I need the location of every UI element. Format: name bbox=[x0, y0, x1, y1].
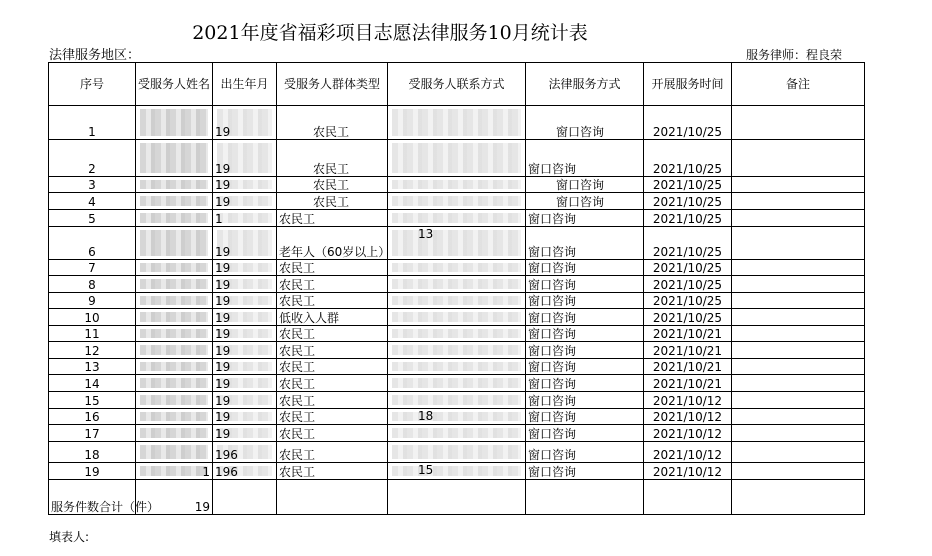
name-cell[interactable] bbox=[136, 177, 213, 193]
group-type-cell[interactable]: 农民工 bbox=[277, 276, 388, 293]
birth-cell[interactable] bbox=[213, 106, 277, 140]
note-cell[interactable] bbox=[732, 227, 865, 260]
name-cell[interactable] bbox=[136, 140, 213, 177]
birth-partial-text: 19 bbox=[215, 245, 231, 259]
group-type-cell[interactable]: 农民工 bbox=[277, 177, 388, 193]
redacted-blur bbox=[140, 143, 208, 173]
name-cell[interactable] bbox=[136, 276, 213, 293]
table-row bbox=[49, 326, 865, 342]
note-cell[interactable] bbox=[732, 193, 865, 210]
redacted-blur bbox=[140, 263, 208, 272]
note-cell[interactable] bbox=[732, 442, 865, 463]
total-value-cell[interactable]: 19 bbox=[136, 480, 213, 515]
redacted-blur bbox=[140, 230, 208, 256]
note-cell[interactable] bbox=[732, 425, 865, 442]
contact-cell[interactable] bbox=[388, 309, 526, 326]
redacted-blur bbox=[140, 395, 208, 405]
group-type-cell[interactable]: 低收入人群 bbox=[277, 309, 388, 326]
contact-partial-text: 13 bbox=[418, 227, 434, 241]
birth-partial-text: 19 bbox=[215, 360, 231, 374]
contact-partial-text: 15 bbox=[418, 463, 434, 477]
redacted-blur bbox=[392, 466, 521, 476]
name-cell[interactable] bbox=[136, 359, 213, 375]
service-method-cell[interactable]: 窗口咨询 bbox=[526, 210, 644, 227]
table-row bbox=[49, 342, 865, 359]
filler-label: 填表人: bbox=[49, 530, 90, 544]
row-index-cell[interactable]: 2 bbox=[49, 140, 136, 177]
service-date-cell[interactable]: 2021/10/25 bbox=[644, 210, 732, 227]
service-date-cell[interactable]: 2021/10/21 bbox=[644, 342, 732, 359]
contact-cell[interactable] bbox=[388, 375, 526, 392]
table-row bbox=[49, 177, 865, 193]
table-row bbox=[49, 375, 865, 392]
row-index-cell[interactable]: 10 bbox=[49, 309, 136, 326]
group-type-cell[interactable]: 农民工 bbox=[277, 210, 388, 227]
name-cell[interactable] bbox=[136, 326, 213, 342]
birth-cell[interactable] bbox=[213, 293, 277, 309]
table-row bbox=[49, 210, 865, 227]
header-date[interactable]: 开展服务时间 bbox=[644, 63, 732, 106]
redacted-blur bbox=[392, 109, 521, 136]
birth-partial-text: 19 bbox=[215, 195, 231, 209]
note-cell[interactable] bbox=[732, 276, 865, 293]
row-index-cell[interactable]: 19 bbox=[49, 463, 136, 480]
row-index-cell[interactable]: 5 bbox=[49, 210, 136, 227]
contact-cell[interactable] bbox=[388, 177, 526, 193]
service-method-cell[interactable]: 窗口咨询 bbox=[526, 309, 644, 326]
name-cell[interactable] bbox=[136, 425, 213, 442]
group-type-cell[interactable]: 农民工 bbox=[277, 359, 388, 375]
contact-cell[interactable] bbox=[388, 210, 526, 227]
contact-cell[interactable] bbox=[388, 106, 526, 140]
redacted-blur bbox=[392, 296, 521, 305]
header-type[interactable]: 受服务人群体类型 bbox=[277, 63, 388, 106]
name-cell[interactable] bbox=[136, 210, 213, 227]
service-date-cell[interactable]: 2021/10/25 bbox=[644, 276, 732, 293]
row-index-cell[interactable]: 15 bbox=[49, 392, 136, 409]
name-cell[interactable] bbox=[136, 463, 213, 480]
redacted-blur bbox=[392, 362, 521, 371]
redacted-blur bbox=[392, 263, 521, 272]
redacted-blur bbox=[392, 312, 521, 322]
service-method-cell[interactable]: 窗口咨询 bbox=[526, 227, 644, 260]
row-index-cell[interactable]: 1 bbox=[49, 106, 136, 140]
service-date-cell[interactable]: 2021/10/25 bbox=[644, 177, 732, 193]
table-row bbox=[49, 359, 865, 375]
row-index-cell[interactable]: 3 bbox=[49, 177, 136, 193]
birth-cell[interactable] bbox=[213, 227, 277, 260]
name-cell[interactable] bbox=[136, 309, 213, 326]
group-type-cell[interactable]: 老年人（60岁以上） bbox=[277, 227, 388, 260]
birth-partial-text: 196 bbox=[215, 465, 238, 479]
group-type-cell[interactable]: 农民工 bbox=[277, 106, 388, 140]
note-cell[interactable] bbox=[732, 106, 865, 140]
table-row bbox=[49, 276, 865, 293]
group-type-cell[interactable]: 农民工 bbox=[277, 375, 388, 392]
name-cell[interactable] bbox=[136, 293, 213, 309]
service-method-cell[interactable]: 窗口咨询 bbox=[526, 392, 644, 409]
name-cell[interactable] bbox=[136, 392, 213, 409]
total-empty-cell[interactable] bbox=[388, 480, 526, 515]
redacted-blur bbox=[140, 296, 208, 305]
redacted-blur bbox=[392, 279, 521, 289]
contact-cell[interactable] bbox=[388, 227, 526, 260]
row-index-cell[interactable]: 17 bbox=[49, 425, 136, 442]
service-method-cell[interactable]: 窗口咨询 bbox=[526, 140, 644, 177]
table-row bbox=[49, 106, 865, 140]
name-cell[interactable] bbox=[136, 227, 213, 260]
note-cell[interactable] bbox=[732, 359, 865, 375]
header-idx[interactable]: 序号 bbox=[49, 63, 136, 106]
contact-cell[interactable] bbox=[388, 359, 526, 375]
birth-cell[interactable] bbox=[213, 392, 277, 409]
service-method-cell[interactable]: 窗口咨询 bbox=[526, 276, 644, 293]
row-index-cell[interactable]: 14 bbox=[49, 375, 136, 392]
service-date-cell[interactable]: 2021/10/21 bbox=[644, 375, 732, 392]
service-date-cell[interactable]: 2021/10/25 bbox=[644, 260, 732, 276]
note-cell[interactable] bbox=[732, 309, 865, 326]
birth-cell[interactable] bbox=[213, 177, 277, 193]
header-note[interactable]: 备注 bbox=[732, 63, 865, 106]
note-cell[interactable] bbox=[732, 342, 865, 359]
birth-cell[interactable] bbox=[213, 409, 277, 425]
contact-cell[interactable] bbox=[388, 276, 526, 293]
service-date-cell[interactable]: 2021/10/12 bbox=[644, 442, 732, 463]
table-row bbox=[49, 463, 865, 480]
contact-cell[interactable] bbox=[388, 425, 526, 442]
redacted-blur bbox=[140, 196, 208, 206]
service-method-cell[interactable]: 窗口咨询 bbox=[526, 375, 644, 392]
service-date-cell[interactable]: 2021/10/25 bbox=[644, 193, 732, 210]
name-cell[interactable] bbox=[136, 193, 213, 210]
birth-partial-text: 19 bbox=[215, 344, 231, 358]
group-type-cell[interactable]: 农民工 bbox=[277, 260, 388, 276]
service-method-cell[interactable]: 窗口咨询 bbox=[526, 177, 644, 193]
birth-partial-text: 19 bbox=[215, 427, 231, 441]
contact-cell[interactable] bbox=[388, 409, 526, 425]
redacted-blur bbox=[217, 213, 272, 223]
contact-cell[interactable] bbox=[388, 193, 526, 210]
group-type-cell[interactable]: 农民工 bbox=[277, 193, 388, 210]
birth-cell[interactable] bbox=[213, 309, 277, 326]
service-date-cell[interactable]: 2021/10/12 bbox=[644, 409, 732, 425]
row-index-cell[interactable]: 12 bbox=[49, 342, 136, 359]
name-cell[interactable] bbox=[136, 442, 213, 463]
total-empty-cell[interactable] bbox=[213, 480, 277, 515]
birth-cell[interactable] bbox=[213, 193, 277, 210]
table-row bbox=[49, 425, 865, 442]
row-index-cell[interactable]: 13 bbox=[49, 359, 136, 375]
service-method-cell[interactable]: 窗口咨询 bbox=[526, 425, 644, 442]
service-date-cell[interactable]: 2021/10/12 bbox=[644, 425, 732, 442]
service-date-cell[interactable]: 2021/10/25 bbox=[644, 309, 732, 326]
row-index-cell[interactable]: 16 bbox=[49, 409, 136, 425]
contact-cell[interactable] bbox=[388, 326, 526, 342]
row-index-cell[interactable]: 8 bbox=[49, 276, 136, 293]
group-type-cell[interactable]: 农民工 bbox=[277, 342, 388, 359]
redacted-blur bbox=[140, 466, 208, 476]
name-cell[interactable] bbox=[136, 260, 213, 276]
contact-cell[interactable] bbox=[388, 463, 526, 480]
redacted-blur bbox=[140, 312, 208, 322]
total-empty-cell[interactable] bbox=[644, 480, 732, 515]
group-type-cell[interactable]: 农民工 bbox=[277, 409, 388, 425]
redacted-blur bbox=[392, 428, 521, 438]
table-row bbox=[49, 392, 865, 409]
row-index-cell[interactable]: 9 bbox=[49, 293, 136, 309]
redacted-blur bbox=[140, 412, 208, 421]
table-row bbox=[49, 193, 865, 210]
redacted-blur bbox=[392, 196, 521, 206]
group-type-cell[interactable]: 农民工 bbox=[277, 425, 388, 442]
name-cell[interactable] bbox=[136, 375, 213, 392]
table-row bbox=[49, 260, 865, 276]
redacted-blur bbox=[392, 143, 521, 173]
header-name[interactable]: 受服务人姓名 bbox=[136, 63, 213, 106]
contact-partial-text: 18 bbox=[418, 409, 434, 423]
birth-partial-text: 196 bbox=[215, 448, 238, 462]
name-partial-text: 1 bbox=[202, 465, 210, 479]
service-date-cell[interactable]: 2021/10/25 bbox=[644, 140, 732, 177]
birth-cell[interactable] bbox=[213, 140, 277, 177]
group-type-cell[interactable]: 农民工 bbox=[277, 326, 388, 342]
table-body bbox=[49, 106, 865, 480]
note-cell[interactable] bbox=[732, 293, 865, 309]
birth-cell[interactable] bbox=[213, 442, 277, 463]
service-method-cell[interactable]: 窗口咨询 bbox=[526, 293, 644, 309]
redacted-blur bbox=[392, 445, 521, 459]
redacted-blur bbox=[392, 412, 521, 421]
birth-partial-text: 19 bbox=[215, 327, 231, 341]
service-date-cell[interactable]: 2021/10/21 bbox=[644, 326, 732, 342]
sheet-title: 2021年度省福彩项目志愿法律服务10月统计表 bbox=[192, 22, 588, 44]
group-type-cell[interactable]: 农民工 bbox=[277, 293, 388, 309]
note-cell[interactable] bbox=[732, 392, 865, 409]
birth-partial-text: 19 bbox=[215, 311, 231, 325]
note-cell[interactable] bbox=[732, 326, 865, 342]
lawyer-label: 服务律师：程良荣 bbox=[745, 48, 842, 62]
redacted-blur bbox=[140, 329, 208, 338]
contact-cell[interactable] bbox=[388, 140, 526, 177]
total-row bbox=[49, 480, 865, 515]
name-cell[interactable] bbox=[136, 342, 213, 359]
total-empty-cell[interactable] bbox=[526, 480, 644, 515]
service-method-cell[interactable]: 窗口咨询 bbox=[526, 106, 644, 140]
group-type-cell[interactable]: 农民工 bbox=[277, 392, 388, 409]
header-birth[interactable]: 出生年月 bbox=[213, 63, 277, 106]
region-label: 法律服务地区： bbox=[49, 48, 141, 63]
row-index-cell[interactable]: 6 bbox=[49, 227, 136, 260]
redacted-blur bbox=[140, 109, 208, 136]
total-label-cell[interactable]: 服务件数合计（件） bbox=[49, 480, 136, 515]
note-cell[interactable] bbox=[732, 177, 865, 193]
service-date-cell[interactable]: 2021/10/12 bbox=[644, 463, 732, 480]
birth-partial-text: 19 bbox=[215, 178, 231, 192]
name-cell[interactable] bbox=[136, 409, 213, 425]
birth-partial-text: 19 bbox=[215, 294, 231, 308]
header-method[interactable]: 法律服务方式 bbox=[526, 63, 644, 106]
redacted-blur bbox=[392, 230, 521, 256]
birth-partial-text: 19 bbox=[215, 394, 231, 408]
birth-partial-text: 19 bbox=[215, 410, 231, 424]
contact-cell[interactable] bbox=[388, 392, 526, 409]
redacted-blur bbox=[392, 378, 521, 388]
note-cell[interactable] bbox=[732, 463, 865, 480]
service-method-cell[interactable]: 窗口咨询 bbox=[526, 326, 644, 342]
birth-partial-text: 19 bbox=[215, 278, 231, 292]
service-method-cell[interactable]: 窗口咨询 bbox=[526, 342, 644, 359]
redacted-blur bbox=[140, 445, 208, 459]
header-contact[interactable]: 受服务人联系方式 bbox=[388, 63, 526, 106]
table-row bbox=[49, 293, 865, 309]
group-type-cell[interactable]: 农民工 bbox=[277, 140, 388, 177]
birth-cell[interactable] bbox=[213, 342, 277, 359]
name-cell[interactable] bbox=[136, 106, 213, 140]
birth-partial-text: 1 bbox=[215, 212, 223, 226]
service-method-cell[interactable]: 窗口咨询 bbox=[526, 442, 644, 463]
birth-partial-text: 19 bbox=[215, 377, 231, 391]
redacted-blur bbox=[140, 345, 208, 355]
redacted-blur bbox=[140, 378, 208, 388]
row-index-cell[interactable]: 18 bbox=[49, 442, 136, 463]
service-date-cell[interactable]: 2021/10/25 bbox=[644, 106, 732, 140]
statistics-table bbox=[48, 62, 865, 515]
birth-partial-text: 19 bbox=[215, 162, 231, 176]
service-method-cell[interactable]: 窗口咨询 bbox=[526, 193, 644, 210]
table-row bbox=[49, 442, 865, 463]
birth-cell[interactable] bbox=[213, 326, 277, 342]
table-row bbox=[49, 309, 865, 326]
row-index-cell[interactable]: 4 bbox=[49, 193, 136, 210]
table-row bbox=[49, 409, 865, 425]
service-date-cell[interactable]: 2021/10/21 bbox=[644, 359, 732, 375]
note-cell[interactable] bbox=[732, 210, 865, 227]
contact-cell[interactable] bbox=[388, 342, 526, 359]
table-row bbox=[49, 227, 865, 260]
table-row bbox=[49, 140, 865, 177]
group-type-cell[interactable]: 农民工 bbox=[277, 442, 388, 463]
note-cell[interactable] bbox=[732, 140, 865, 177]
contact-cell[interactable] bbox=[388, 442, 526, 463]
redacted-blur bbox=[140, 213, 208, 223]
birth-partial-text: 19 bbox=[215, 261, 231, 275]
note-cell[interactable] bbox=[732, 409, 865, 425]
birth-cell[interactable] bbox=[213, 463, 277, 480]
service-method-cell[interactable]: 窗口咨询 bbox=[526, 359, 644, 375]
birth-cell[interactable] bbox=[213, 210, 277, 227]
redacted-blur bbox=[392, 213, 521, 223]
contact-cell[interactable] bbox=[388, 293, 526, 309]
redacted-blur bbox=[392, 180, 521, 189]
birth-cell[interactable] bbox=[213, 375, 277, 392]
note-cell[interactable] bbox=[732, 260, 865, 276]
total-empty-cell[interactable] bbox=[277, 480, 388, 515]
redacted-blur bbox=[140, 279, 208, 289]
service-method-cell[interactable]: 窗口咨询 bbox=[526, 260, 644, 276]
redacted-blur bbox=[392, 345, 521, 355]
redacted-blur bbox=[140, 180, 208, 189]
redacted-blur bbox=[140, 362, 208, 371]
header-row bbox=[49, 63, 865, 106]
service-date-cell[interactable]: 2021/10/25 bbox=[644, 227, 732, 260]
redacted-blur bbox=[140, 428, 208, 438]
group-type-cell[interactable]: 农民工 bbox=[277, 463, 388, 480]
birth-partial-text: 19 bbox=[215, 125, 231, 139]
birth-cell[interactable] bbox=[213, 276, 277, 293]
birth-cell[interactable] bbox=[213, 425, 277, 442]
total-empty-cell[interactable] bbox=[732, 480, 865, 515]
row-index-cell[interactable]: 7 bbox=[49, 260, 136, 276]
note-cell[interactable] bbox=[732, 375, 865, 392]
birth-cell[interactable] bbox=[213, 359, 277, 375]
redacted-blur bbox=[392, 329, 521, 338]
row-index-cell[interactable]: 11 bbox=[49, 326, 136, 342]
birth-cell[interactable] bbox=[213, 260, 277, 276]
service-date-cell[interactable]: 2021/10/12 bbox=[644, 392, 732, 409]
service-method-cell[interactable]: 窗口咨询 bbox=[526, 463, 644, 480]
service-method-cell[interactable]: 窗口咨询 bbox=[526, 409, 644, 425]
service-date-cell[interactable]: 2021/10/25 bbox=[644, 293, 732, 309]
contact-cell[interactable] bbox=[388, 260, 526, 276]
redacted-blur bbox=[392, 395, 521, 405]
